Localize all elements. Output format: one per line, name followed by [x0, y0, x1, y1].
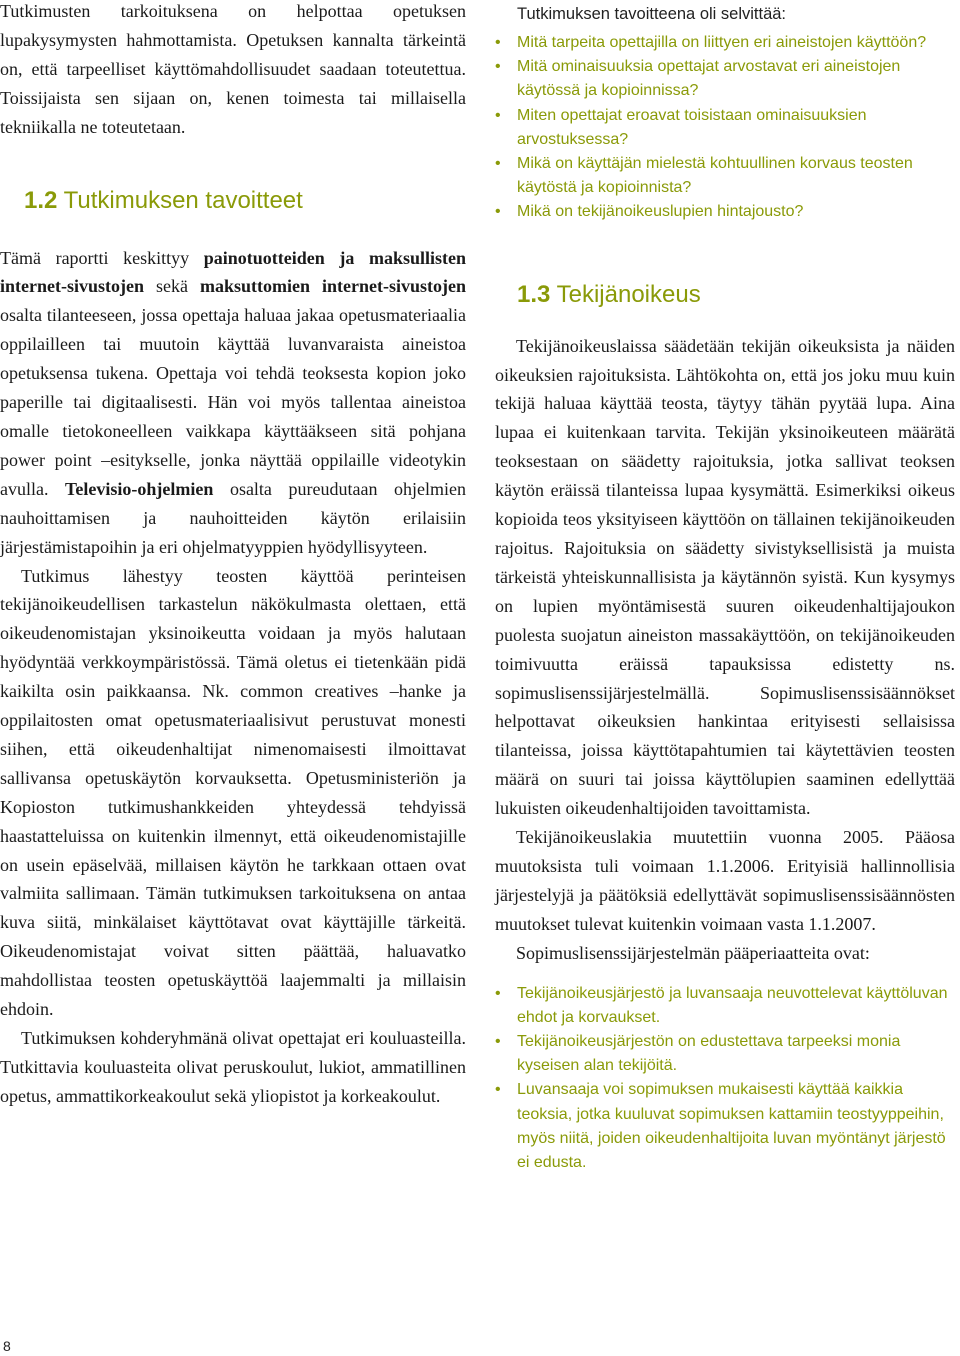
- text-run: Tämä raportti keskittyy: [0, 247, 204, 268]
- intro-paragraph: Tutkimusten tarkoituksena on helpottaa opetuksen lupakysymysten hahmottamista. Opetuksen kannalta tärkeintä on, että tarpeelliset käyttömahdollisuudet saadaan toteutettua. Toissijaista sen sijaan on, kenen toimesta tai millaisella tekniikalla ne toteutetaan.: [0, 1, 466, 137]
- section-heading-1-3: [495, 280, 955, 310]
- bold-term: maksuttomien internet-sivustojen: [200, 276, 466, 297]
- goal-item: • Miten opettajat eroavat toisistaan ominaisuuksien arvostuksessa?: [495, 104, 955, 152]
- principles-list: [495, 982, 955, 1176]
- goals-list: [495, 31, 955, 225]
- goal-item: • Mikä on käyttäjän mielestä kohtuullinen korvaus teosten käytöstä ja kopioinnista?: [495, 152, 955, 200]
- principle-item: • Tekijänoikeusjärjestö ja luvansaaja neuvottelevat käyttöluvan ehdot ja korvaukset.: [495, 982, 955, 1030]
- right-column: [495, 0, 955, 1175]
- text-run: osalta tilanteeseen, jossa opettaja haluaa jakaa opetusmateriaalia oppilailleen tai muutoin käyttää luvanvaraista aineistoa opetuksensa tukena. Opettaja voi tehdä teoksesta kopion joko paperille tai digitaalisesti. Hän voi myös tallentaa aineistoa omalle tietokoneelleen vaikkapa käyttääkseen sitä pohjana power point –esitykselle, jonka näyttää oppilaille videotykin avulla.: [0, 305, 466, 499]
- page-number: 8: [3, 1338, 11, 1354]
- paragraph-copyright: Tekijänoikeuslaissa säädetään tekijän oikeuksista ja näiden oikeuksien rajoituksista. Lähtökohta on, että jos joku muu kuin tekijä haluaa käyttää teosta, täytyy tähän pyytää lupa. Aina lupaa ei kuitenkaan tarvita. Tekijän yksinoikeuteen määrätä teoksestaan on säädetty rajoituksia, jotka sallivat teoksen käytön eräissä tilanteissa lupaa kysymättä. Esimerkiksi oikeus kopioida teos yksityiseen käyttöön on tällainen tekijänoikeuden rajoitus. Rajoituksia on säädetty sivistyksellisistä ja muista tärkeistä yhteiskunnallisista ja käytännön syistä. Kun kysymys on lupien myöntämisestä suuren oikeudenhaltijajoukon puolesta suojatun aineiston massakäyttöön, on tekijänoikeuden toimivuutta eräissä tapauksissa edistetty ns. sopimuslisenssijärjestelmällä. Sopimuslisenssisäännökset helpottavat oikeuksien hankintaa erityisesti sellaisissa tilanteissa, joissa käyttötapahtumien tai käytettävien teosten määrä on suuri tai joissa käyttölupien saaminen edellyttää lukuisten oikeudenhaltijoiden tavoittamista.: [495, 335, 955, 819]
- goal-item: • Mitä tarpeita opettajilla on liittyen eri aineistojen käyttöön?: [495, 31, 955, 55]
- bold-term: Televisio-ohjelmien: [65, 478, 214, 499]
- paragraph-scope: [0, 244, 466, 562]
- paragraph-approach: Tutkimus lähestyy teosten käyttöä perinteisen tekijänoikeudellisen tarkastelun näkökulmasta olettaen, että oikeudenomistajan yksinoikeutta voidaan ja myös halutaan hyödyntää verkkoympäristössä. Tämä oletus ei tietenkään pidä kaikilta osin paikkaansa. Nk. common creatives –hanke ja oppilaitosten omat opetusmateriaalisivut perustuvat monesti siihen, että oikeudenhaltijat nimenomaisesti ilmoittavat sallivansa opetuskäytön korvauksetta. Opetusministeriön ja Kopioston tutkimushankkeiden yhteydessä tehdyissä haastatteluissa on kuitenkin ilmennyt, että oikeudenomistajille on usein epäselvää, millaisen käytön he tarkkaan ottaen ovat valmiita sallimaan. Tämän tutkimuksen tarkoituksena on antaa kuva siitä, minkälaiset käyttötavat ovat käyttäjille tärkeitä. Oikeudenomistajat voivat sitten päättää, haluavatko mahdollistaa teosten opetuskäyttöä laajemmalti ja millaisin ehdoin.: [0, 565, 466, 1020]
- section-title: Tutkimuksen tavoitteet: [63, 186, 303, 214]
- left-column: [0, 0, 466, 1111]
- paragraph-target-group: Tutkimuksen kohderyhmänä olivat opettajat eri kouluasteilla. Tutkittavia kouluasteita olivat peruskoulut, lukiot, ammatillinen opetus, ammattikorkeakoulut sekä yliopistot ja korkeakoulut.: [0, 1028, 466, 1106]
- goal-item: • Mitä ominaisuuksia opettajat arvostavat eri aineistojen käytössä ja kopioinnissa?: [495, 55, 955, 103]
- section-number: 1.3: [517, 280, 551, 308]
- goal-item: • Mikä on tekijänoikeuslupien hintajousto?: [495, 200, 955, 224]
- principle-item: • Luvansaaja voi sopimuksen mukaisesti käyttää kaikkia teoksia, jotka kuuluvat sopimuksen kattamiin teostyyppeihin, myös niitä, joiden oikeudenhaltijoita luvan myöntänyt järjestö ei edusta.: [495, 1078, 955, 1175]
- paragraph-principles-intro: Sopimuslisenssijärjestelmän pääperiaatteita ovat:: [516, 942, 870, 963]
- text-run: sekä: [143, 276, 200, 297]
- section-title: Tekijänoikeus: [556, 280, 701, 308]
- section-heading-1-2: [0, 186, 466, 216]
- section-number: 1.2: [24, 186, 58, 214]
- text-run: osalta pureudutaan ohjelmien nauhoittamisen ja nauhoitteiden käytön erilaisiin järjestämistapoihin ja eri ohjelmatyyppien hyödyllisyyteen.: [0, 478, 466, 557]
- principle-item: • Tekijänoikeusjärjestön on edustettava tarpeeksi monia kyseisen alan tekijöitä.: [495, 1030, 955, 1078]
- bold-term: painotuotteiden ja maksullisten internet-sivustojen: [0, 247, 466, 297]
- paragraph-law-change: Tekijänoikeuslakia muutettiin vuonna 2005. Pääosa muutoksista tuli voimaan 1.1.2006. Erityisiä hallinnollisia järjestelyjä ja päätöksiä edellyttävät sopimuslisenssisäännösten muutokset tulevat kuitenkin voimaan vasta 1.1.2007.: [495, 827, 955, 934]
- goals-intro: Tutkimuksen tavoitteena oli selvittää:: [517, 5, 787, 23]
